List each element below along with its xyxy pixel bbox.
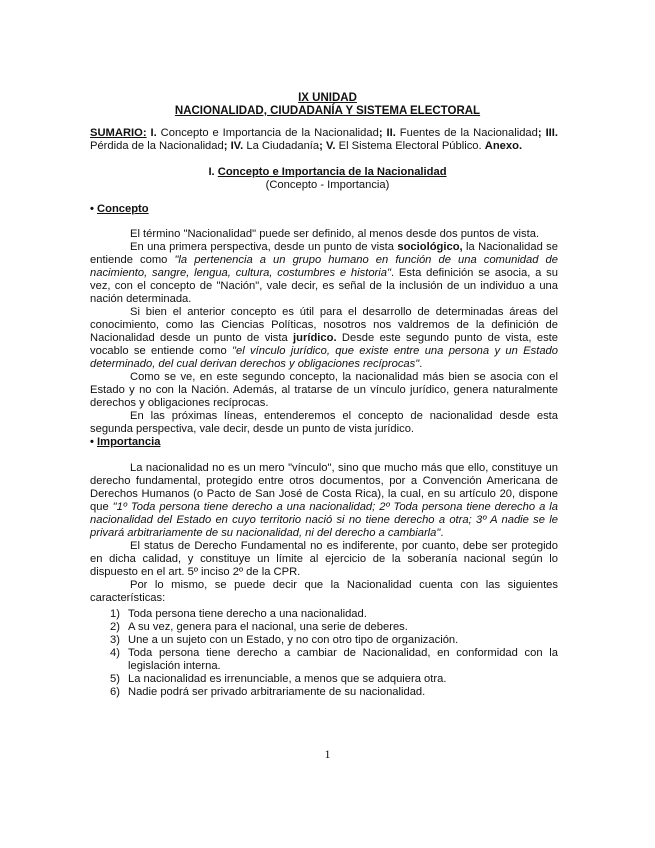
document-title: NACIONALIDAD, CIUDADANÍA Y SISTEMA ELECTORAL [174, 105, 481, 117]
list-item: 4) Toda persona tiene derecho a cambiar de Nacionalidad, en conformidad con la legislación interna. [110, 647, 558, 672]
characteristics-list [90, 608, 558, 699]
paragraph: Como se ve, en este segundo concepto, la nacionalidad más bien se asocia con el Estado y no con la Nación. Además, al tratarse de un vínculo jurídico, genera naturalmente derechos y obligaciones recíprocas. [90, 371, 558, 409]
paragraph: Por lo mismo, se puede decir que la Nacionalidad cuenta con las siguientes características: [90, 579, 558, 604]
list-item: 5) La nacionalidad es irrenunciable, a menos que se adquiera otra. [110, 673, 447, 685]
importancia-heading: • Importancia [90, 436, 161, 448]
importancia-body [90, 462, 558, 605]
list-item: 3) Une a un sujeto con un Estado, y no con otro tipo de organización. [110, 634, 459, 646]
list-item: 1) Toda persona tiene derecho a una nacionalidad. [110, 608, 367, 620]
page-number: 1 [324, 747, 331, 761]
paragraph: El término "Nacionalidad" puede ser definido, al menos desde dos puntos de vista. [130, 228, 540, 240]
section-heading: I. Concepto e Importancia de la Nacionalidad [208, 166, 447, 178]
paragraph: Si bien el anterior concepto es útil para el desarrollo de determinadas áreas del conocimiento, como las Ciencias Políticas, nosotros nos valdremos de la definición de Nacionalidad desde un punto de vista jurídico. Desde este segundo punto de vista, este vocablo se entiende como "el vínculo jurídico, que existe entre una persona y un Estado determinado, del cual derivan derechos y obligaciones recíprocas". [90, 306, 558, 370]
paragraph: La nacionalidad no es un mero "vínculo", sino que mucho más que ello, constituye un derecho fundamental, protegido entre otros documentos, por a Convención Americana de Derechos Humanos (o Pacto de San José de Costa Rica), la cual, en su artículo 20, dispone que "1º Toda persona tiene derecho a una nacionalidad; 2º Toda persona tiene derecho a la nacionalidad del Estado en cuyo territorio nació si no tiene derecho a otra; 3º A nadie se le privará arbitrariamente de su nacionalidad, ni del derecho a cambiarla". [90, 462, 558, 539]
sumario-label: SUMARIO: [90, 127, 147, 139]
anexo-label: Anexo. [484, 140, 523, 152]
paragraph: En las próximas líneas, entenderemos el concepto de nacionalidad desde esta segunda perspectiva, vale decir, desde un punto de vista jurídico. [90, 410, 558, 435]
bullet-dot-icon: • [90, 203, 94, 215]
bullet-dot-icon: • [90, 436, 94, 448]
concepto-heading: • Concepto [90, 203, 149, 215]
paragraph: En una primera perspectiva, desde un punto de vista sociológico, la Nacionalidad se entiende como "la pertenencia a un grupo humano en función de una comunidad de nacimiento, sangre, lengua, cultura, costumbres e historia". Esta definición se asocia, a su vez, con el concepto de "Nación", vale decir, es señal de la inclusión de un individuo a una nación determinada. [90, 241, 558, 305]
sumario: SUMARIO: I. Concepto e Importancia de la Nacionalidad; II. Fuentes de la Nacionalidad; III. Pérdida de la Nacionalidad; IV. La Ciudadanía; V. El Sistema Electoral Público. Anexo. [90, 127, 558, 152]
section-subtitle: (Concepto - Importancia) [265, 179, 390, 191]
list-item: 2) A su vez, genera para el nacional, una serie de deberes. [110, 621, 408, 633]
unit-heading: IX UNIDAD [298, 92, 357, 104]
list-item: 6) Nadie podrá ser privado arbitrariamente de su nacionalidad. [110, 686, 426, 698]
section-title: Concepto e Importancia de la Nacionalidad [217, 166, 447, 178]
concepto-body [90, 228, 558, 436]
paragraph: El status de Derecho Fundamental no es indiferente, por cuanto, debe ser protegido en dicha calidad, y constituye un límite al ejercicio de la soberanía nacional según lo dispuesto en el art. 5º inciso 2º de la CPR. [90, 540, 558, 578]
